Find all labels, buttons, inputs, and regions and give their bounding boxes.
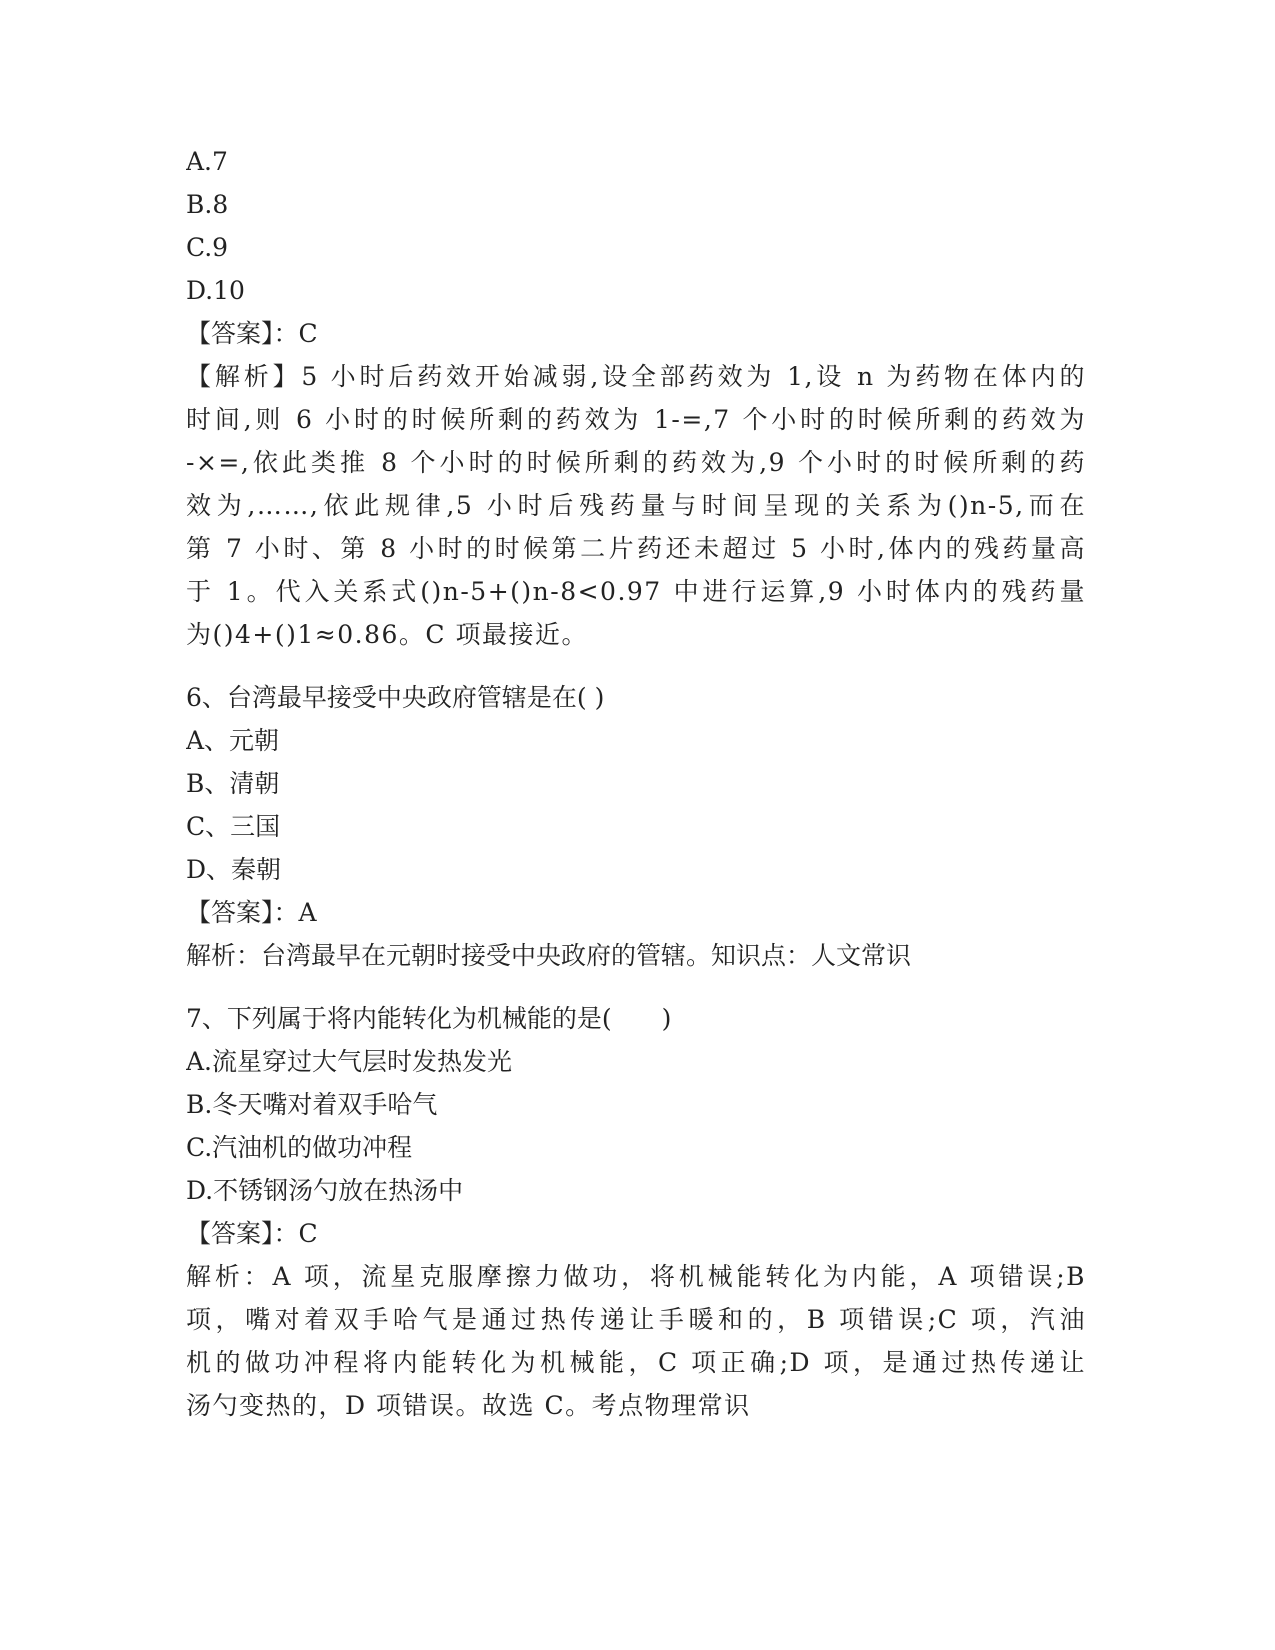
q5-analysis-line: 【解析】5 小时后药效开始减弱,设全部药效为 1,设 n 为药物在体内的 <box>186 362 1086 391</box>
q7-analysis-line: 项，嘴对着双手哈气是通过热传递让手暖和的，B 项错误;C 项，汽油 <box>186 1305 1086 1334</box>
q7-analysis-line: 解析：A 项，流星克服摩擦力做功，将机械能转化为内能，A 项错误;B <box>186 1262 1086 1291</box>
q5-analysis-line: 为()4+()1≈0.86。C 项最接近。 <box>186 620 588 649</box>
q7-question: 7、下列属于将内能转化为机械能的是( ) <box>186 1004 672 1033</box>
q7-option-d: D.不锈钢汤勺放在热汤中 <box>186 1176 464 1205</box>
section-gap <box>186 656 1086 676</box>
q7-analysis-line: 汤勺变热的，D 项错误。故选 C。考点物理常识 <box>186 1391 751 1420</box>
q7-answer: 【答案】：C <box>186 1219 318 1248</box>
q5-analysis-line: 于 1。代入关系式()n-5+()n-8<0.97 中进行运算,9 小时体内的残药量 <box>186 577 1086 606</box>
q6-question: 6、台湾最早接受中央政府管辖是在( ) <box>186 683 605 712</box>
q7-analysis <box>186 1255 1086 1427</box>
q5-analysis-line: -×=,依此类推 8 个小时的时候所剩的药效为,9 个小时的时候所剩的药 <box>186 448 1086 477</box>
q5-option-c: C.9 <box>186 233 229 262</box>
q5-option-b: B.8 <box>186 190 229 219</box>
q7-option-b: B.冬天嘴对着双手哈气 <box>186 1090 438 1119</box>
document-page <box>186 140 1086 1427</box>
q6-option-a: A、元朝 <box>186 726 280 755</box>
q6-option-b: B、清朝 <box>186 769 280 798</box>
section-gap <box>186 977 1086 997</box>
q7-analysis-line: 机的做功冲程将内能转化为机械能，C 项正确;D 项，是通过热传递让 <box>186 1348 1086 1377</box>
q5-answer: 【答案】：C <box>186 319 318 348</box>
q5-analysis-line: 时间,则 6 小时的时候所剩的药效为 1-=,7 个小时的时候所剩的药效为 <box>186 405 1086 434</box>
q6-options <box>186 719 1086 891</box>
q7-option-a: A.流星穿过大气层时发热发光 <box>186 1047 513 1076</box>
q5-analysis-line: 效为,……,依此规律,5 小时后残药量与时间呈现的关系为()n-5,而在 <box>186 491 1086 520</box>
q5-option-d: D.10 <box>186 276 245 305</box>
q6-answer: 【答案】：A <box>186 898 317 927</box>
q6-analysis: 解析：台湾最早在元朝时接受中央政府的管辖。知识点：人文常识 <box>186 941 912 970</box>
q6-option-d: D、秦朝 <box>186 855 282 884</box>
q7-options <box>186 1040 1086 1212</box>
q5-options <box>186 140 1086 312</box>
q5-analysis-line: 第 7 小时、第 8 小时的时候第二片药还未超过 5 小时,体内的残药量高 <box>186 534 1086 563</box>
q5-analysis <box>186 355 1086 656</box>
q6-option-c: C、三国 <box>186 812 281 841</box>
q7-option-c: C.汽油机的做功冲程 <box>186 1133 413 1162</box>
q5-option-a: A.7 <box>186 147 228 176</box>
